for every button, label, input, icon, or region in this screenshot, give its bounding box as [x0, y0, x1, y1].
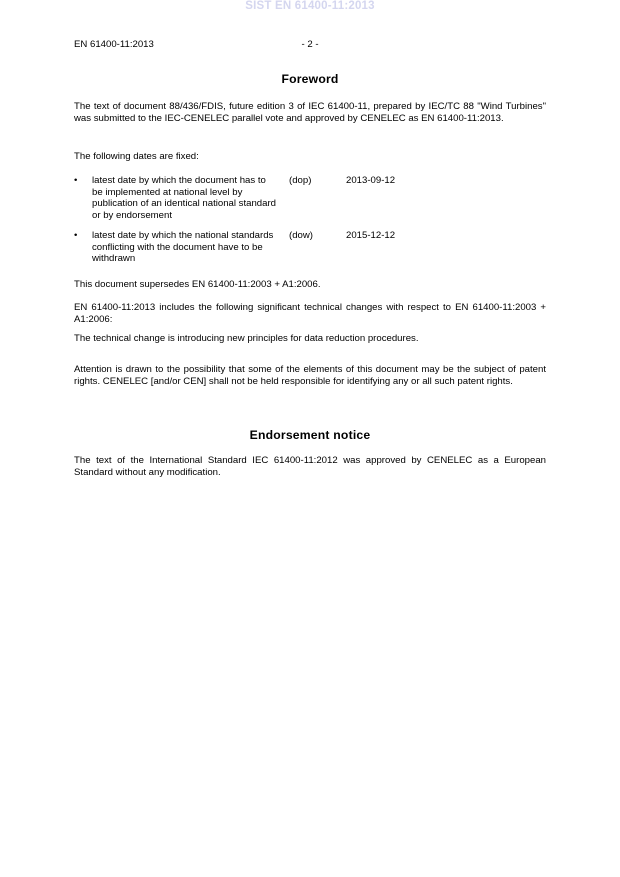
date-item-code: (dop): [289, 175, 312, 186]
supersedes-statement: This document supersedes EN 61400-11:2003 + A1:2006.: [74, 279, 321, 290]
changes-intro: EN 61400-11:2013 includes the following significant technical changes with respect to EN 61400-11:2003 + A1:2006:: [74, 302, 546, 325]
date-item-text: latest date by which the national standards conflicting with the document have to be withdrawn: [92, 230, 274, 264]
watermark: SIST EN 61400-11:2013: [245, 0, 375, 12]
patent-notice: Attention is drawn to the possibility that some of the elements of this document may be the subject of patent rights. CENELEC [and/or CEN] shall not be held responsible for identifying any or all such patent rights.: [74, 364, 546, 387]
endorsement-text: The text of the International Standard IEC 61400-11:2012 was approved by CENELEC as a European Standard without any modification.: [74, 455, 546, 478]
bullet-icon: •: [74, 230, 78, 241]
page-number: - 2 -: [301, 39, 319, 50]
bullet-icon: •: [74, 175, 78, 186]
dates-intro: The following dates are fixed:: [74, 151, 199, 162]
endorsement-title: Endorsement notice: [249, 428, 371, 442]
technical-changes: The technical change is introducing new principles for data reduction procedures.: [74, 333, 419, 344]
foreword-title: Foreword: [281, 72, 339, 86]
foreword-intro: The text of document 88/436/FDIS, future edition 3 of IEC 61400-11, prepared by IEC/TC 88 "Wind Turbines" was submitted to the IEC-CENELEC parallel vote and approved by CENELEC as EN 61400-11:2013.: [74, 101, 546, 124]
date-item-code: (dow): [289, 230, 313, 241]
date-item-text: latest date by which the document has to be implemented at national level by publication of an identical national standard or by endorsement: [92, 175, 277, 221]
date-item-date: 2015-12-12: [346, 230, 396, 241]
date-item-date: 2013-09-12: [346, 175, 396, 186]
document-id: EN 61400-11:2013: [74, 39, 154, 50]
